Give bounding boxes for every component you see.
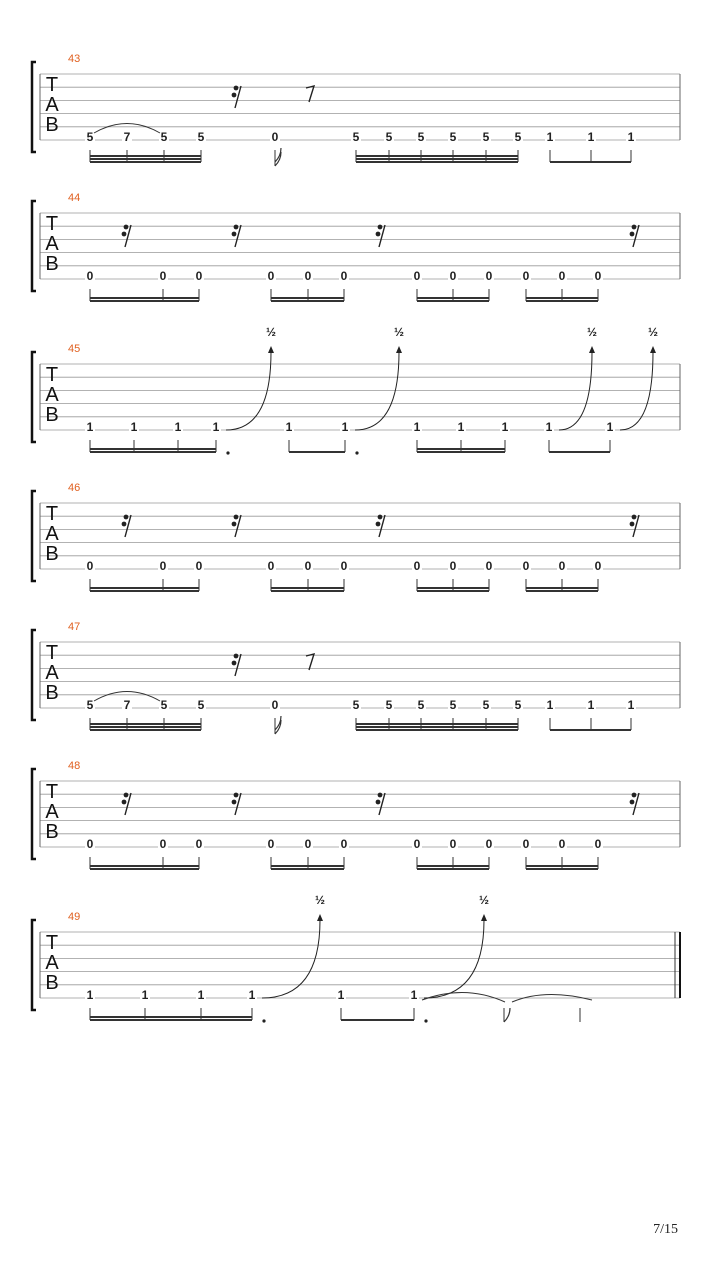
tab-clef-letter: T (45, 213, 59, 235)
fret-number: 0 (485, 269, 493, 283)
fret-number: 0 (485, 559, 493, 573)
fret-number: 0 (159, 837, 167, 851)
fret-number: 0 (267, 837, 275, 851)
tab-clef-letter: B (45, 253, 59, 275)
rest-dot (232, 232, 237, 237)
bend-amount-label: ½ (265, 325, 277, 339)
rest-dot (376, 800, 381, 805)
measure-number: 44 (68, 192, 81, 204)
measure-number: 46 (68, 482, 81, 494)
fret-number: 0 (449, 837, 457, 851)
tab-clef-letter: B (45, 404, 59, 426)
fret-number: 0 (304, 269, 312, 283)
measure-number: 43 (68, 53, 81, 65)
fret-number: 1 (546, 698, 554, 712)
fret-number: 5 (482, 130, 490, 144)
fret-number: 0 (340, 559, 348, 573)
bend-amount-label: ½ (314, 893, 326, 907)
fret-number: 0 (86, 559, 94, 573)
bend-arrowhead (396, 346, 402, 353)
fret-number: 0 (522, 837, 530, 851)
tab-system-49 (32, 893, 680, 1023)
fret-number: 0 (271, 698, 279, 712)
rest-dot (632, 515, 637, 520)
fret-number: 0 (271, 130, 279, 144)
fret-number: 7 (123, 698, 131, 712)
tab-clef-letter: B (45, 682, 59, 704)
tab-clef-letter: B (45, 972, 59, 994)
rest-dot (232, 800, 237, 805)
fret-number: 5 (417, 130, 425, 144)
system-bracket (32, 62, 36, 152)
measure-number: 48 (68, 760, 81, 772)
rest-dot (124, 515, 129, 520)
tab-system-46 (32, 482, 680, 591)
rhythm-dot (355, 451, 358, 454)
fret-number: 0 (340, 837, 348, 851)
fret-number: 5 (514, 698, 522, 712)
fret-number: 0 (558, 559, 566, 573)
fret-number: 5 (385, 130, 393, 144)
fret-number: 0 (449, 559, 457, 573)
rhythm-dot (226, 451, 229, 454)
bend-arrowhead (268, 346, 274, 353)
fret-number: 1 (285, 420, 293, 434)
tab-system-48 (32, 760, 680, 869)
fret-number: 0 (304, 559, 312, 573)
tab-system-47 (32, 621, 680, 734)
tab-clef-letter: T (45, 781, 59, 803)
rest-dot (124, 225, 129, 230)
fret-number: 0 (594, 559, 602, 573)
rest-dot (378, 793, 383, 798)
fret-number: 5 (197, 130, 205, 144)
fret-number: 1 (141, 988, 149, 1002)
fret-number: 5 (86, 698, 94, 712)
fret-number: 1 (174, 420, 182, 434)
tab-clef-letter: A (45, 801, 59, 823)
fret-number: 0 (195, 269, 203, 283)
tab-clef-letter: T (45, 642, 59, 664)
fret-number: 5 (352, 130, 360, 144)
fret-number: 0 (413, 269, 421, 283)
fret-number: 1 (587, 130, 595, 144)
fret-number: 1 (248, 988, 256, 1002)
fret-number: 5 (417, 698, 425, 712)
fret-number: 0 (594, 837, 602, 851)
note-flag (504, 1008, 510, 1022)
rest-dot (122, 800, 127, 805)
system-bracket (32, 769, 36, 859)
measure-number: 49 (68, 911, 81, 923)
rest-dot (630, 232, 635, 237)
tab-clef-letter: A (45, 233, 59, 255)
fret-number: 0 (340, 269, 348, 283)
tab-system-43 (32, 53, 680, 166)
fret-number: 1 (197, 988, 205, 1002)
tab-clef-letter: A (45, 94, 59, 116)
rest-dot (234, 515, 239, 520)
fret-number: 0 (449, 269, 457, 283)
rest-dot (378, 225, 383, 230)
fret-number: 0 (159, 559, 167, 573)
bend-amount-label: ½ (586, 325, 598, 339)
system-bracket (32, 920, 36, 1010)
fret-number: 5 (482, 698, 490, 712)
rest-dot (234, 86, 239, 91)
eighth-rest (306, 654, 314, 670)
bend-amount-label: ½ (647, 325, 659, 339)
fret-number: 1 (337, 988, 345, 1002)
fret-number: 5 (385, 698, 393, 712)
bend-arrowhead (481, 914, 487, 921)
rest-dot (234, 654, 239, 659)
fret-number: 1 (627, 698, 635, 712)
fret-number: 1 (587, 698, 595, 712)
bend-arrowhead (317, 914, 323, 921)
tab-clef-letter: B (45, 821, 59, 843)
rest-dot (124, 793, 129, 798)
fret-number: 0 (267, 269, 275, 283)
rhythm-dot (424, 1019, 427, 1022)
tab-system-44 (32, 192, 680, 301)
tab-clef-letter: B (45, 114, 59, 136)
system-bracket (32, 491, 36, 581)
fret-number: 1 (545, 420, 553, 434)
fret-number: 0 (159, 269, 167, 283)
tab-clef-letter: T (45, 503, 59, 525)
bend-arrowhead (589, 346, 595, 353)
fret-number: 1 (86, 988, 94, 1002)
fret-number: 1 (606, 420, 614, 434)
measure-number: 47 (68, 621, 81, 633)
rest-dot (232, 661, 237, 666)
fret-number: 0 (195, 837, 203, 851)
rest-dot (122, 232, 127, 237)
page-number: 7/15 (653, 1222, 678, 1237)
rest-dot (234, 225, 239, 230)
rest-dot (632, 793, 637, 798)
rhythm-dot (262, 1019, 265, 1022)
rest-dot (122, 522, 127, 527)
tab-clef-letter: A (45, 952, 59, 974)
system-bracket (32, 630, 36, 720)
fret-number: 5 (160, 130, 168, 144)
fret-number: 7 (123, 130, 131, 144)
system-bracket (32, 201, 36, 291)
rest-dot (630, 800, 635, 805)
tab-clef-letter: T (45, 932, 59, 954)
bend-amount-label: ½ (393, 325, 405, 339)
tab-clef-letter: A (45, 662, 59, 684)
fret-number: 0 (522, 559, 530, 573)
tab-system-45 (32, 325, 680, 455)
bend-arrowhead (650, 346, 656, 353)
rest-dot (632, 225, 637, 230)
fret-number: 0 (86, 269, 94, 283)
fret-number: 5 (514, 130, 522, 144)
fret-number: 1 (130, 420, 138, 434)
fret-number: 1 (410, 988, 418, 1002)
tab-clef-letter: A (45, 384, 59, 406)
fret-number: 0 (522, 269, 530, 283)
rest-dot (378, 515, 383, 520)
fret-number: 1 (627, 130, 635, 144)
fret-number: 5 (352, 698, 360, 712)
system-bracket (32, 352, 36, 442)
fret-number: 0 (558, 837, 566, 851)
eighth-rest (306, 86, 314, 102)
fret-number: 5 (160, 698, 168, 712)
bend-amount-label: ½ (478, 893, 490, 907)
fret-number: 5 (449, 698, 457, 712)
fret-number: 5 (197, 698, 205, 712)
rest-dot (232, 522, 237, 527)
fret-number: 1 (457, 420, 465, 434)
fret-number: 1 (341, 420, 349, 434)
fret-number: 0 (267, 559, 275, 573)
fret-number: 1 (86, 420, 94, 434)
rest-dot (376, 522, 381, 527)
fret-number: 0 (195, 559, 203, 573)
fret-number: 0 (413, 837, 421, 851)
measure-number: 45 (68, 343, 81, 355)
fret-number: 1 (501, 420, 509, 434)
fret-number: 5 (449, 130, 457, 144)
fret-number: 0 (413, 559, 421, 573)
fret-number: 5 (86, 130, 94, 144)
rest-dot (630, 522, 635, 527)
rest-dot (234, 793, 239, 798)
note-flag (275, 716, 281, 734)
fret-number: 0 (304, 837, 312, 851)
fret-number: 0 (594, 269, 602, 283)
rest-dot (232, 93, 237, 98)
fret-number: 1 (546, 130, 554, 144)
fret-number: 1 (212, 420, 220, 434)
note-flag (275, 148, 281, 166)
tab-clef-letter: T (45, 364, 59, 386)
tab-clef-letter: A (45, 523, 59, 545)
tab-clef-letter: T (45, 74, 59, 96)
fret-number: 0 (485, 837, 493, 851)
fret-number: 0 (558, 269, 566, 283)
tab-clef-letter: B (45, 543, 59, 565)
rest-dot (376, 232, 381, 237)
fret-number: 0 (86, 837, 94, 851)
fret-number: 1 (413, 420, 421, 434)
